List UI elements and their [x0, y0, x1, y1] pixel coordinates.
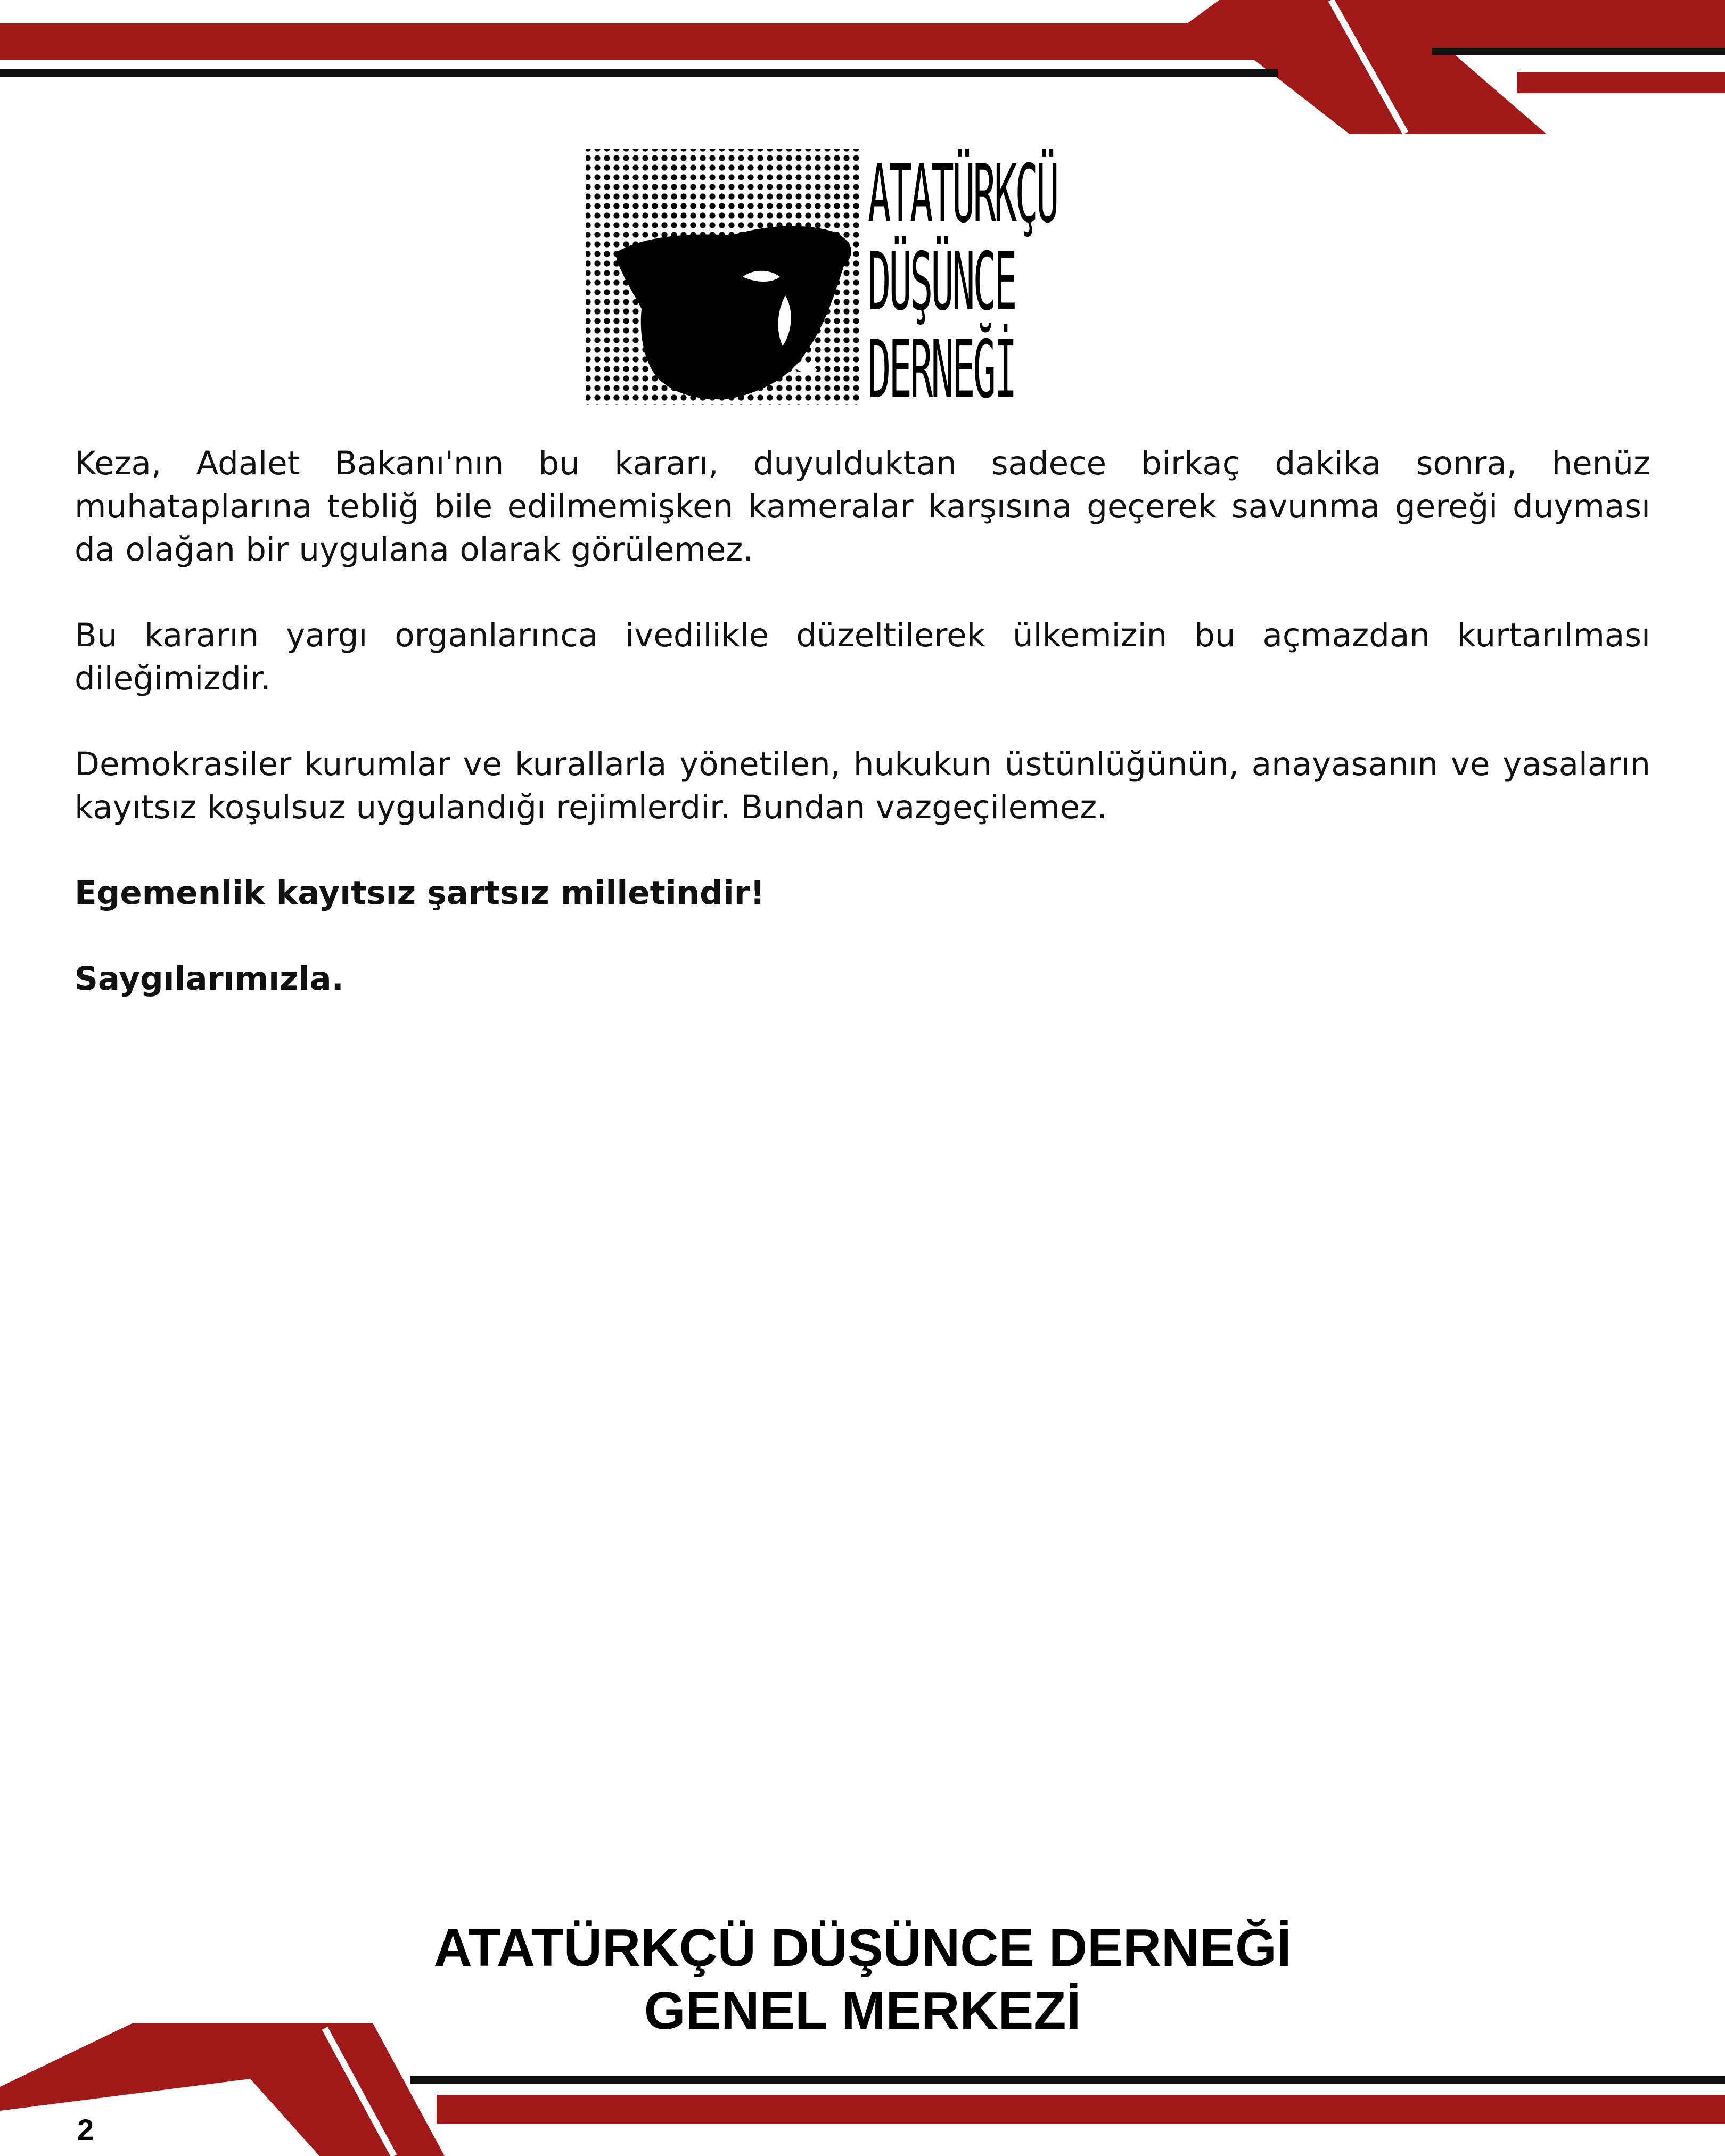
- paragraph-2: Bu kararın yargı organlarınca ivedilikle düzeltilerek ülkemizin bu açmazdan kurtarılması dileğimizdir.: [75, 616, 1650, 697]
- page-number: 2: [77, 2113, 94, 2146]
- logo-line-2: DÜŞÜNCE: [868, 236, 1015, 328]
- top-red-stripe: [0, 0, 1725, 134]
- slogan: Egemenlik kayıtsız şartsız milletindir!: [75, 874, 765, 912]
- top-red-line-right: [1517, 72, 1725, 93]
- letter-body: [75, 442, 1650, 1043]
- bottom-red-stripe-left: [0, 2023, 445, 2156]
- top-black-line-left: [0, 69, 1278, 77]
- paragraph-3: Demokrasiler kurumlar ve kurallarla yönetilen, hukukun üstünlüğünün, anayasanın ve yasaların kayıtsız koşulsuz uygulandığı rejimlerdir. Bundan vazgeçilemez.: [75, 745, 1650, 826]
- bottom-red-stripe-right: [437, 2095, 1725, 2124]
- logo-line-3: DERNEĞİ: [868, 324, 1015, 416]
- signature-line-2: GENEL MERKEZİ: [644, 1981, 1081, 2040]
- bottom-black-line: [410, 2076, 1725, 2084]
- paragraph-1: Keza, Adalet Bakanı'nın bu kararı, duyulduktan sadece birkaç dakika sonra, henüz muhataplarına tebliğ bile edilmemişken kameralar karşısına geçerek savunma gereği duyması da olağan bir uygulana olarak görülemez.: [75, 445, 1650, 569]
- signature-line-1: ATATÜRKÇÜ DÜŞÜNCE DERNEĞİ: [433, 1918, 1292, 1978]
- logo-wordmark: [868, 144, 1145, 416]
- bottom-decorative-band: [0, 2018, 1725, 2156]
- top-decorative-band: [0, 0, 1725, 138]
- closing: Saygılarımızla.: [75, 960, 344, 998]
- logo-line-1: ATATÜRKÇÜ: [868, 148, 1057, 241]
- ataturk-halftone-portrait-icon: [586, 149, 860, 405]
- top-black-line-right: [1432, 48, 1725, 55]
